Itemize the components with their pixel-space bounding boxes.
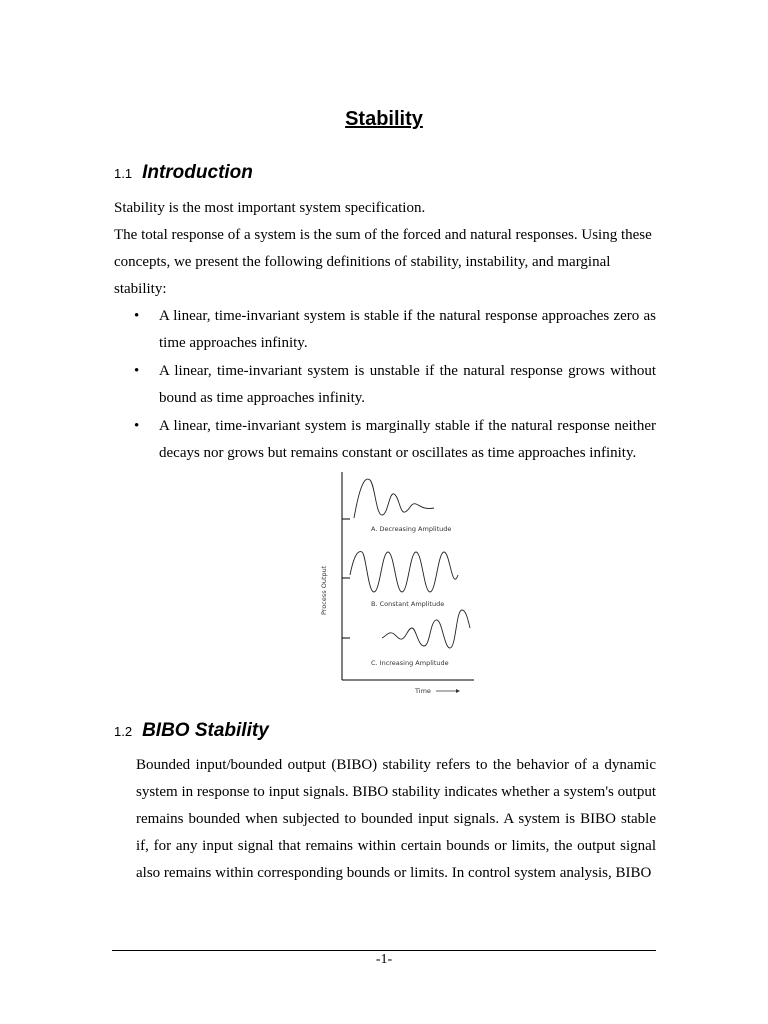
stability-definitions-list	[114, 303, 656, 468]
footer-divider	[112, 950, 656, 951]
section-number: 1.1	[114, 166, 133, 181]
bullet-icon: •	[134, 308, 140, 324]
panel-c-label: C. Increasing Amplitude	[371, 659, 449, 667]
section-title: Introduction	[142, 162, 253, 183]
list-item	[114, 303, 656, 357]
stability-response-figure	[314, 470, 476, 700]
list-item	[114, 358, 656, 412]
section-number: 1.2	[114, 724, 133, 739]
list-item	[114, 413, 656, 467]
intro-paragraph-1: Stability is the most important system specification.	[114, 200, 426, 216]
section-title: BIBO Stability	[142, 720, 269, 741]
bullet-icon: •	[134, 418, 140, 434]
intro-paragraph-2: The total response of a system is the sum of the forced and natural responses. Using these concepts, we present the following definitions of stability, instability, and marginal stability:	[114, 227, 652, 297]
list-item-text: A linear, time-invariant system is stable if the natural response approaches zero as time approaches infinity.	[159, 308, 656, 351]
list-item-text: A linear, time-invariant system is unstable if the natural response grows without bound as time approaches infinity.	[159, 363, 656, 406]
bibo-paragraph: Bounded input/bounded output (BIBO) stability refers to the behavior of a dynamic system in response to input signals. BIBO stability indicates whether a system's output remains bounded when subjected to bounded input signals. A system is BIBO stable if, for any input signal that remains within certain bounds or limits, the output signal also remains within corresponding bounds or limits. In control system analysis, BIBO	[136, 757, 656, 881]
page-title: Stability	[345, 108, 423, 130]
section-heading-introduction	[114, 162, 253, 184]
panel-b-label: B. Constant Amplitude	[371, 600, 445, 608]
section-heading-bibo	[114, 720, 269, 742]
list-item-text: A linear, time-invariant system is marginally stable if the natural response neither decays nor grows but remains constant or oscillates as time approaches infinity.	[159, 418, 656, 461]
page-number: -1-	[375, 952, 393, 967]
intro-text	[114, 195, 656, 303]
constant-amplitude-curve	[350, 552, 458, 592]
arrowhead-icon	[456, 689, 460, 693]
x-axis-label: Time	[415, 687, 431, 695]
decreasing-amplitude-curve	[354, 479, 434, 518]
panel-a-label: A. Decreasing Amplitude	[371, 525, 452, 533]
y-axis-label: Process Output	[320, 565, 328, 615]
response-plot	[314, 470, 476, 700]
increasing-amplitude-curve	[382, 610, 470, 648]
bullet-icon: •	[134, 363, 140, 379]
